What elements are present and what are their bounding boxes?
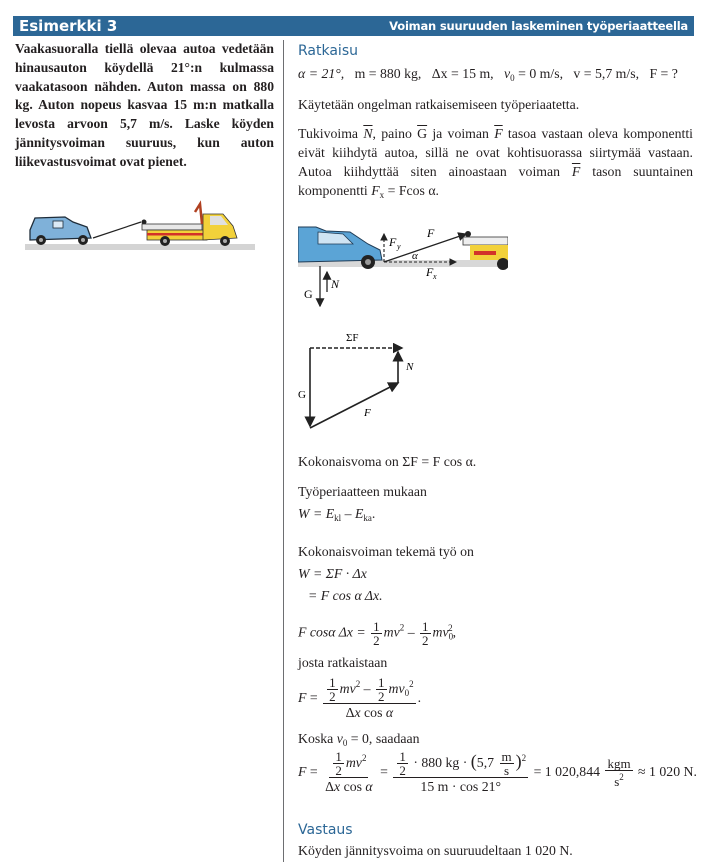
example-title: Esimerkki 3 — [19, 17, 118, 35]
svg-text:G: G — [304, 287, 313, 301]
forces-explanation: Tukivoima $\overline{N}$, paino $\overline{G}$ ja voiman $\overline{F}$ tasoa vastaan oleva komponentti eivät kiihdytä autoa, sillä ne ovat kohtisuorassa siirtymää vastaan. Autoa kiihdyttää siten ainoastaan voiman $\overline{F}$ tason suuntainen komponentti $F_x = Fcos$ α. — [298, 126, 693, 200]
column-divider — [283, 40, 284, 862]
tow-truck-illustration — [25, 200, 260, 255]
work-equation-1: W = ΣF · Δx — [298, 566, 367, 581]
svg-text:F: F — [427, 226, 435, 240]
svg-text:x: x — [433, 272, 437, 281]
force-diagram — [298, 222, 508, 307]
work-text: Kokonaisvoiman tekemä työ on — [298, 544, 474, 559]
example-header — [13, 16, 694, 36]
problem-statement: Vaakasuoralla tiellä olevaa autoa vedetään hinausauton köydellä 21°:n kulmassa vaakatasoon nähden. Auton massa on 880 kg. Auton nopeus kasvaa 15 m:n matkalla levosta arvoon 5,7 m/s. Laske köyden jännitysvoiman suuruus, kun auton liikevastusvoimat ovat pienet. — [15, 41, 274, 169]
svg-text:y: y — [397, 242, 401, 251]
solve-text: josta ratkaistaan — [298, 655, 388, 670]
tow-truck-icon — [142, 204, 238, 246]
svg-text:ΣF: ΣF — [346, 332, 359, 344]
svg-text:F: F — [426, 265, 434, 279]
car-icon — [30, 217, 91, 245]
svg-text:N: N — [331, 277, 340, 291]
svg-text:α: α — [412, 250, 418, 262]
total-force-text: Kokonaisvoma on ΣF = F cos α. — [298, 454, 477, 469]
work-principle-text: Työperiaatteen mukaan — [298, 484, 427, 499]
svg-text:N: N — [406, 361, 414, 373]
example-subtitle: Voiman suuruuden laskeminen työperiaatteella — [389, 19, 688, 33]
answer-heading: Vastaus — [298, 822, 353, 838]
solution-heading: Ratkaisu — [298, 43, 358, 59]
final-calculation: F = $\frac{1}{2}$ $mv^2$ Δx cos α = $\frac{1}{2}$ · 880 kg · (5,7 $\frac{m}{s}$ )$^2$ 15 m · cos 21° = 1 020,844 $\frac{\text{kgm}}{s^2}$ ≈ 1 020 N. — [298, 749, 697, 795]
work-equation-2: = F cos α Δx. — [308, 588, 383, 603]
vector-polygon-diagram — [298, 328, 428, 433]
answer-text: Köyden jännitysvoima on suuruudeltaan 1 020 N. — [298, 843, 573, 858]
v0-condition: Koska $v_0 = 0$, saadaan — [298, 731, 420, 748]
work-principle-equation: $W = E_{kl} - E_{ka}$. — [298, 506, 376, 523]
svg-text:G: G — [298, 389, 306, 401]
given-values: α = 21°, m = 880 kg, Δx = 15 m, $v_0 = 0$ m/s, v = 5,7 m/s, F = ? — [298, 66, 678, 83]
solved-formula: F = $\frac{1}{2}$ $mv^2$ – $\frac{1}{2}$ $mv_0^2$ Δx cos α . — [298, 675, 422, 721]
svg-text:F: F — [389, 235, 397, 249]
energy-equation: F cosα Δx = $\frac{1}{2}$ $mv^2$ – $\frac{1}{2}$ $mv_0^2$, — [298, 619, 457, 648]
svg-text:F: F — [364, 407, 371, 419]
method-text: Käytetään ongelman ratkaisemiseen työperiaatetta. — [298, 97, 580, 112]
